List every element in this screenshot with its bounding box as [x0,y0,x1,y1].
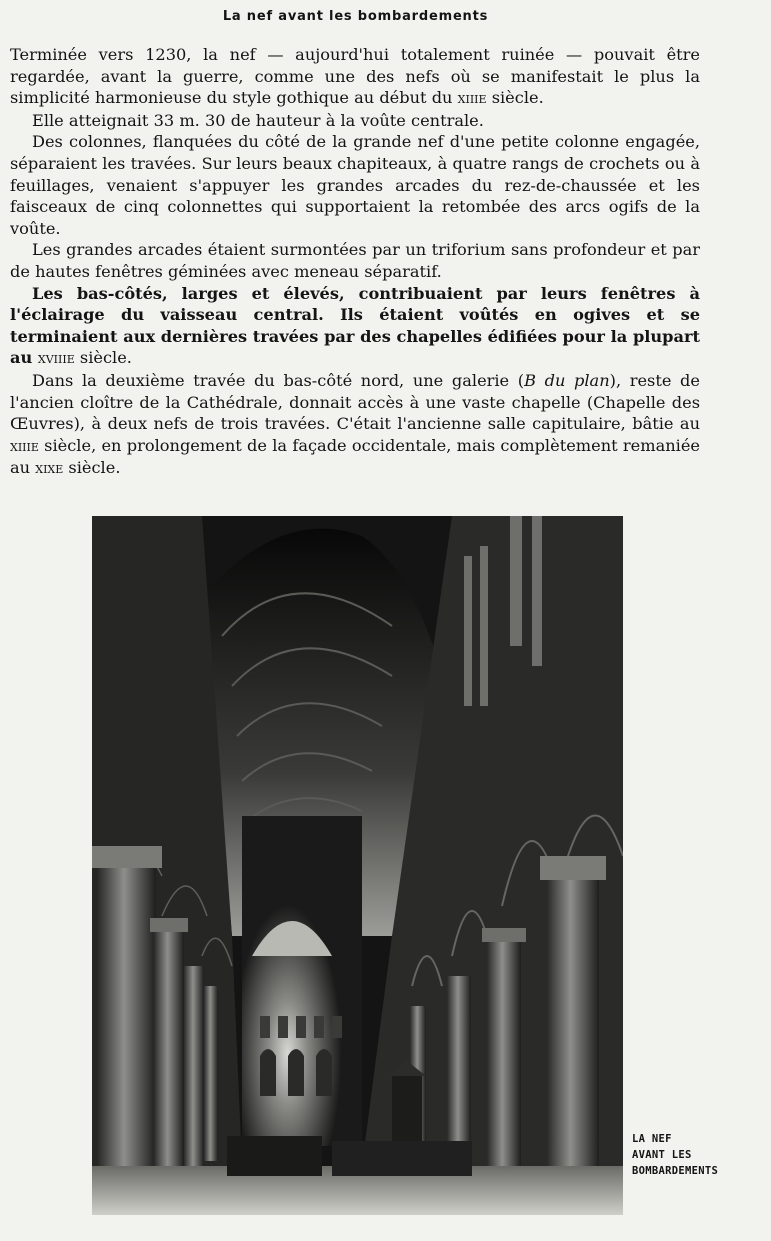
paragraph-4: Les grandes arcades étaient surmontées par un triforium sans profondeur et par de hautes fenêtres géminées avec meneau séparatif. [10,240,700,281]
page-heading: La nef avant les bombardements [222,9,489,24]
nave-photograph [92,516,623,1215]
paragraph-6: Dans la deuxième travée du bas-côté nord, une galerie (B du plan), reste de l'ancien cloître de la Cathédrale, donnait accès à une vaste chapelle (Chapelle des Œuvres), à deux nefs de trois travées. C'était l'ancienne salle capitulaire, bâtie au xiiie siècle, en prolongement de la façade occidentale, mais complètement remaniée au xixe siècle. [10,370,700,478]
body-text [10,44,700,480]
paragraph-1: Terminée vers 1230, la nef — aujourd'hui totalement ruinée — pouvait être regardée, avant la guerre, comme une des nefs où se manifestait le plus la simplicité harmonieuse du style gothique au début du xiiie siècle. [10,45,700,108]
paragraph-5: Les bas-côtés, larges et élevés, contribuaient par leurs fenêtres à l'éclairage du vaisseau central. Ils étaient voûtés en ogives et se terminaient aux dernières travées par des chapelles édifiées pour la plupart au xviiie siècle. [10,283,700,368]
paragraph-3: Des colonnes, flanquées du côté de la grande nef d'une petite colonne engagée, séparaient les travées. Sur leurs beaux chapiteaux, à quatre rangs de crochets ou à feuillages, venaient s'appuyer les grandes arcades du rez-de-chaussée et les faisceaux de cinq colonnettes qui supportaient la retombée des arcs ogifs de la voûte. [10,132,700,238]
paragraph-5-text: Les bas-côtés, larges et élevés, contribuaient par leurs fenêtres à l'éclairage du vaisseau central. Ils étaient voûtés en ogives et se terminaient aux dernières travées par des chapelles édifiées pour la plupart au [10,283,700,368]
photo-caption: LA NEF AVANT LES BOMBARDEMENTS [632,1133,719,1177]
cathedral-nave-illustration [92,516,623,1215]
paragraph-2: Elle atteignait 33 m. 30 de hauteur à la voûte centrale. [32,110,484,130]
